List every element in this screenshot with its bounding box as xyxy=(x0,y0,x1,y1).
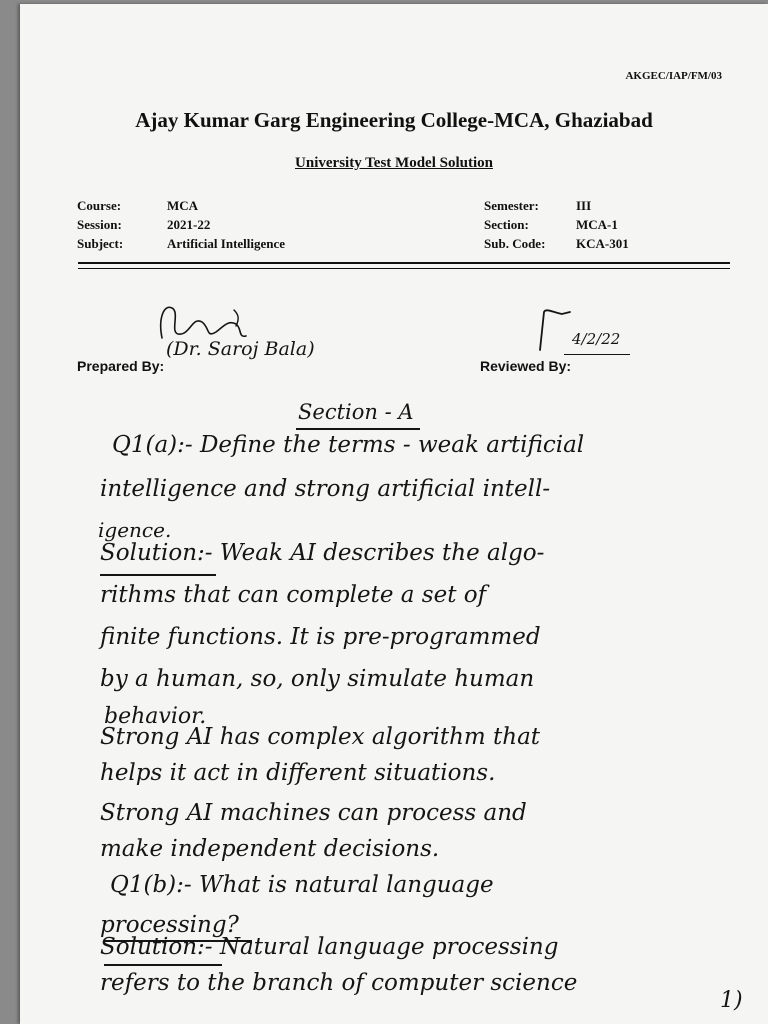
hw-line: Strong AI machines can process and xyxy=(100,800,527,826)
course-value: MCA xyxy=(167,198,199,213)
review-date: 4/2/22 xyxy=(572,330,621,348)
course-row xyxy=(77,196,285,215)
document-title: University Test Model Solution xyxy=(295,155,493,171)
subject-label: Subject: xyxy=(77,236,124,251)
hw-line: make independent decisions. xyxy=(100,836,440,862)
session-row xyxy=(77,215,285,234)
form-code: AKGEC/IAP/FM/03 xyxy=(625,70,722,82)
prepared-by-label: Prepared By: xyxy=(77,358,165,374)
course-label: Course: xyxy=(77,198,122,213)
subject-value: Artificial Intelligence xyxy=(167,236,286,251)
hw-line: Q1(a):- Define the terms - weak artificial xyxy=(112,432,585,458)
hw-line: igence. xyxy=(98,518,172,542)
hw-line: helps it act in different situations. xyxy=(100,760,496,786)
semester-label: Semester: xyxy=(484,198,539,213)
session-value: 2021-22 xyxy=(167,217,211,232)
solution-underline xyxy=(100,574,216,576)
reviewed-by-label: Reviewed By: xyxy=(480,358,572,374)
subcode-row xyxy=(484,234,629,253)
hw-line: refers to the branch of computer science xyxy=(100,970,578,996)
preparer-name: (Dr. Saroj Bala) xyxy=(166,338,315,360)
divider-rule xyxy=(78,262,730,264)
college-name: Ajay Kumar Garg Engineering College-MCA, Ghaziabad xyxy=(135,108,653,132)
subcode-value: KCA-301 xyxy=(576,236,629,251)
section-underline xyxy=(296,428,420,430)
page-number: 1) xyxy=(720,988,743,1013)
section-value: MCA-1 xyxy=(576,217,618,232)
solution-underline xyxy=(104,964,222,966)
course-info-left xyxy=(77,196,285,253)
reviewer-signature xyxy=(532,304,572,354)
hw-line: Q1(b):- What is natural language xyxy=(110,872,494,898)
hw-line: Solution:- Weak AI describes the algo- xyxy=(100,540,545,566)
hw-line: finite functions. It is pre-programmed xyxy=(100,624,541,650)
course-info-right xyxy=(484,196,629,253)
hw-line: rithms that can complete a set of xyxy=(100,582,487,608)
hw-line: processing? xyxy=(100,912,239,938)
hw-line: Solution:- Natural language processing xyxy=(100,934,559,960)
hw-line: intelligence and strong artificial intell- xyxy=(100,476,551,502)
hw-line: behavior. xyxy=(104,704,207,729)
divider-rule-thin xyxy=(78,268,730,269)
subcode-label: Sub. Code: xyxy=(484,236,546,251)
subject-row xyxy=(77,234,285,253)
document-page xyxy=(20,4,768,1024)
hw-line: Strong AI has complex algorithm that xyxy=(100,724,541,750)
session-label: Session: xyxy=(77,217,122,232)
hw-line: by a human, so, only simulate human xyxy=(100,666,535,692)
semester-value: III xyxy=(576,198,592,213)
section-row xyxy=(484,215,629,234)
date-underline xyxy=(564,354,630,355)
semester-row xyxy=(484,196,629,215)
section-label: Section: xyxy=(484,217,529,232)
section-heading: Section - A xyxy=(298,400,414,424)
